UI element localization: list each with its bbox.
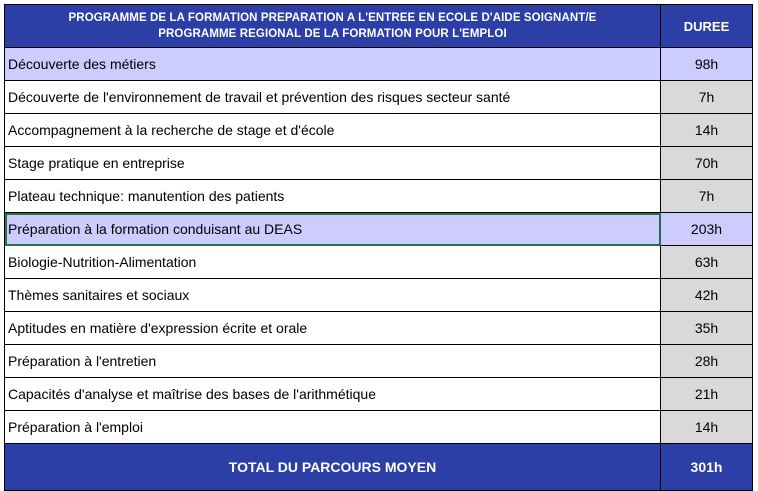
table-row bbox=[5, 312, 753, 345]
module-duration-cell[interactable]: 21h bbox=[661, 378, 753, 411]
header-title-line1: PROGRAMME DE LA FORMATION PREPARATION A L'ENTREE EN ECOLE D'AIDE SOIGNANT/E bbox=[68, 12, 597, 24]
header-duration-cell[interactable]: DUREE bbox=[661, 5, 753, 48]
module-label-cell[interactable]: Préparation à l'entretien bbox=[5, 345, 661, 378]
table-row bbox=[5, 378, 753, 411]
module-duration-cell[interactable]: 203h bbox=[661, 213, 753, 246]
module-label-cell[interactable]: Aptitudes en matière d'expression écrite et orale bbox=[5, 312, 661, 345]
module-label-cell[interactable]: Stage pratique en entreprise bbox=[5, 147, 661, 180]
module-duration-cell[interactable]: 42h bbox=[661, 279, 753, 312]
table-row bbox=[5, 246, 753, 279]
module-duration-cell[interactable]: 14h bbox=[661, 411, 753, 444]
training-program-table bbox=[4, 4, 753, 491]
table-row bbox=[5, 411, 753, 444]
module-duration-cell[interactable]: 14h bbox=[661, 114, 753, 147]
total-duration-cell[interactable]: 301h bbox=[661, 444, 753, 491]
module-duration-cell[interactable]: 98h bbox=[661, 48, 753, 81]
module-duration-cell[interactable]: 70h bbox=[661, 147, 753, 180]
table-row bbox=[5, 279, 753, 312]
module-label-cell[interactable]: Thèmes sanitaires et sociaux bbox=[5, 279, 661, 312]
module-duration-cell[interactable]: 7h bbox=[661, 81, 753, 114]
header-row bbox=[5, 5, 753, 48]
table-row bbox=[5, 213, 753, 246]
module-label-cell[interactable]: Accompagnement à la recherche de stage et d'école bbox=[5, 114, 661, 147]
header-title-cell[interactable] bbox=[5, 5, 661, 48]
total-row bbox=[5, 444, 753, 491]
table-row bbox=[5, 114, 753, 147]
module-label-cell[interactable]: Biologie-Nutrition-Alimentation bbox=[5, 246, 661, 279]
module-duration-cell[interactable]: 35h bbox=[661, 312, 753, 345]
header-title-line2: PROGRAMME REGIONAL DE LA FORMATION POUR L'EMPLOI bbox=[158, 28, 507, 40]
module-duration-cell[interactable]: 28h bbox=[661, 345, 753, 378]
module-label-cell[interactable]: Découverte de l'environnement de travail et prévention des risques secteur santé bbox=[5, 81, 661, 114]
module-duration-cell[interactable]: 7h bbox=[661, 180, 753, 213]
selected-module-label-cell[interactable]: Préparation à la formation conduisant au DEAS bbox=[5, 213, 661, 246]
table-row bbox=[5, 345, 753, 378]
table-row bbox=[5, 81, 753, 114]
module-label-cell[interactable]: Capacités d'analyse et maîtrise des bases de l'arithmétique bbox=[5, 378, 661, 411]
table-row bbox=[5, 147, 753, 180]
module-label-cell[interactable]: Préparation à l'emploi bbox=[5, 411, 661, 444]
table-row bbox=[5, 48, 753, 81]
module-duration-cell[interactable]: 63h bbox=[661, 246, 753, 279]
module-label-cell[interactable]: Découverte des métiers bbox=[5, 48, 661, 81]
table-row bbox=[5, 180, 753, 213]
total-label-cell[interactable]: TOTAL DU PARCOURS MOYEN bbox=[5, 444, 661, 491]
module-label-cell[interactable]: Plateau technique: manutention des patients bbox=[5, 180, 661, 213]
